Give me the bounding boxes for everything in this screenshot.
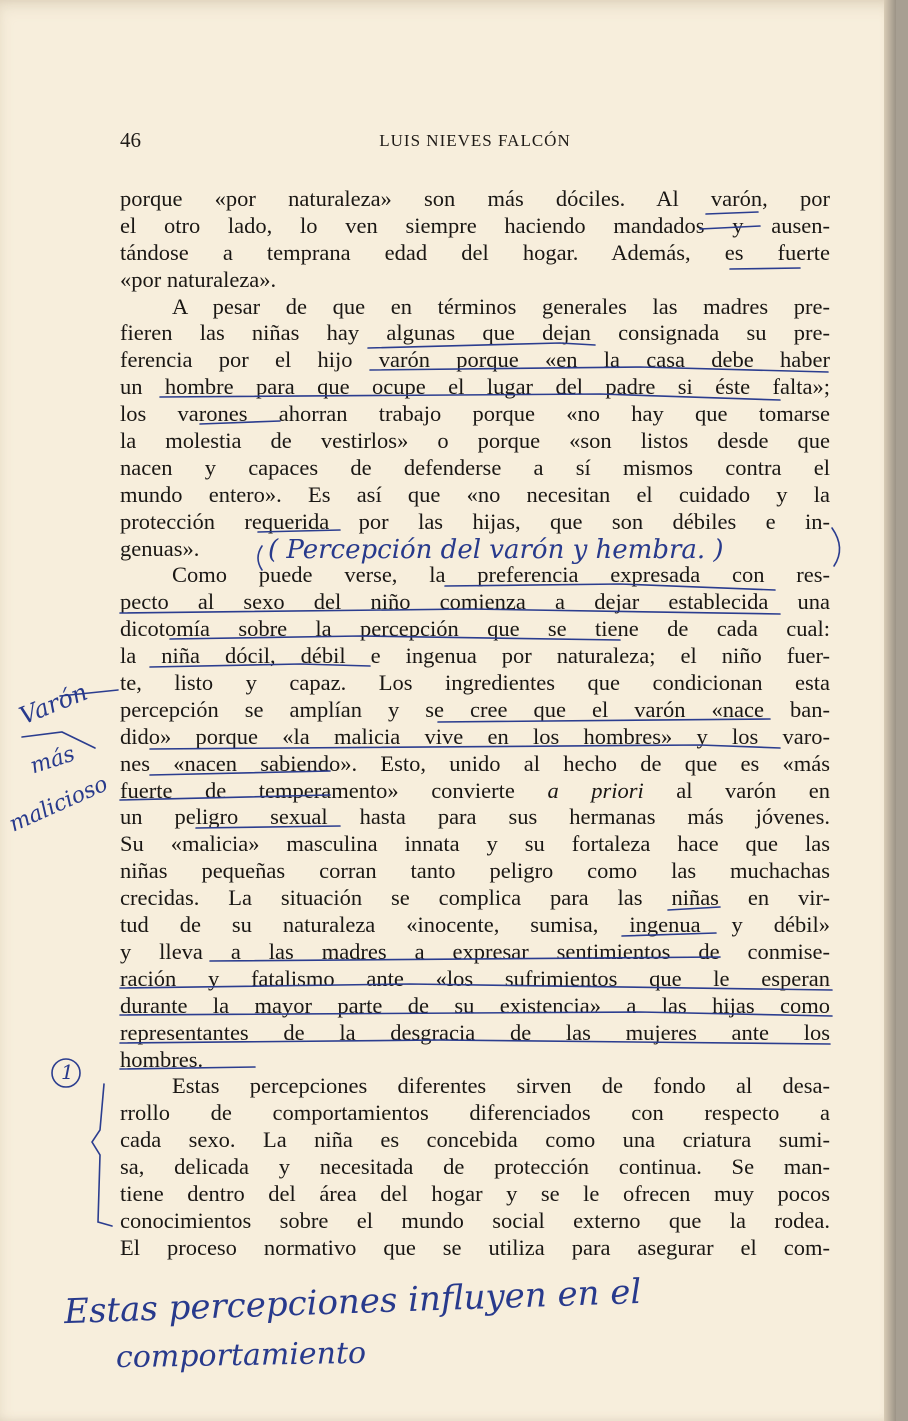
text-line-content: dido» porque «la malicia vive en los hombres» y los varo- — [120, 723, 830, 749]
text-line-content: percepción se amplían y se cree que el varón «nace ban- — [120, 696, 830, 722]
text-line-content: nes «nacen sabiendo». Esto, unido al hecho de que es «más — [120, 750, 830, 776]
text-line-content: te, listo y capaz. Los ingredientes que condicionan esta — [120, 670, 830, 696]
underline-mark — [120, 1012, 832, 1016]
underline-mark — [438, 719, 770, 722]
text-line-content: Como puede verse, la preferencia expresada con res- — [172, 562, 830, 588]
margin-stroke — [22, 732, 95, 748]
text-line-content: un peligro sexual hasta para sus hermanas más jóvenes. — [120, 804, 830, 830]
text-line-continuation: al varón en — [643, 777, 830, 803]
text-line-content: A pesar de que en términos generales las madres pre- — [172, 293, 830, 319]
underline-mark — [150, 745, 780, 749]
text-line-content: ración y fatalismo ante «los sufrimientos que le esperan — [120, 965, 830, 991]
underline-mark — [120, 984, 832, 990]
inline-handwritten-note: ( Percepción del varón y hembra. ) — [268, 535, 724, 565]
text-line-content: tud de su naturaleza «inocente, sumisa, ingenua y débil» — [120, 912, 830, 938]
text-line-content: ferencia por el hijo varón porque «en la casa debe haber — [120, 347, 830, 373]
bottom-note-line-2: comportamiento — [115, 1335, 367, 1376]
text-line-content: tándose a temprana edad del hogar. Además, es fuerte — [120, 239, 830, 265]
underline-mark — [700, 226, 760, 229]
underline-mark — [622, 933, 716, 936]
text-line-content: fuerte de temperamento» convierte — [120, 777, 515, 803]
underline-mark — [730, 268, 800, 269]
margin-stroke — [60, 690, 118, 696]
underline-mark — [370, 367, 828, 372]
running-head: LUIS NIEVES FALCÓN — [379, 131, 571, 150]
underline-mark — [150, 664, 370, 667]
underline-mark — [150, 771, 330, 775]
text-line-content: durante la mayor parte de su existencia» a las hijas como — [120, 992, 830, 1018]
page-number: 46 — [120, 128, 141, 152]
underline-mark — [445, 584, 775, 590]
underline-mark — [160, 394, 780, 400]
underline-mark — [120, 795, 330, 800]
text-line-content: porque «por naturaleza» son más dóciles. Al varón, por — [120, 186, 830, 211]
underline-mark — [120, 609, 780, 614]
underline-mark — [258, 530, 340, 532]
text-line-content: genuas». — [120, 535, 200, 561]
text-line-content: Su «malicia» masculina innata y su fortaleza hace que las — [120, 831, 830, 857]
text-line-content: representantes de la desgracia de las mujeres ante los — [120, 1019, 830, 1045]
text-line-content: «por naturaleza». — [120, 266, 277, 292]
text-line-content: crecidas. La situación se complica para las niñas en vir- — [120, 885, 830, 911]
underline-mark — [120, 1040, 830, 1044]
underline-mark — [668, 907, 720, 910]
text-line-content: Estas percepciones diferentes sirven de fondo al desa- — [172, 1073, 830, 1099]
text-line-content: niñas pequeñas corran tanto peligro como las muchachas — [120, 858, 830, 884]
underline-mark — [196, 826, 340, 828]
text-line-content: rrollo de comportamientos diferenciados con respecto a — [120, 1100, 830, 1126]
underline-mark — [170, 636, 620, 640]
text-line-content: sa, delicada y necesitada de protección continua. Se man- — [120, 1154, 830, 1180]
text-line-content: hombres. — [120, 1046, 204, 1072]
margin-note-malicioso: malicioso — [5, 771, 112, 838]
margin-note-varon: Varón — [15, 677, 92, 731]
text-line-content: El proceso normativo que se utiliza para asegurar el com- — [120, 1234, 830, 1260]
text-line-content: pecto al sexo del niño comienza a dejar establecida una — [120, 589, 830, 615]
bottom-note-line-1: Estas percepciones influyen en el — [63, 1271, 642, 1333]
text-line-content: y lleva a las madres a expresar sentimientos de conmise- — [120, 938, 830, 964]
text-line-content: un hombre para que ocupe el lugar del padre si éste falta»; — [120, 374, 830, 400]
underline-mark — [200, 421, 280, 424]
text-line-content: el otro lado, lo ven siempre haciendo mandados y ausen- — [120, 212, 830, 238]
text-line-content: nacen y capaces de defenderse a sí mismos contra el — [120, 454, 830, 480]
underline-mark — [120, 1067, 255, 1069]
text-line-content: mundo entero». Es así que «no necesitan el cuidado y la — [120, 481, 830, 507]
text-line-content: protección requerida por las hijas, que son débiles e in- — [120, 508, 830, 534]
margin-note-mas: más — [27, 741, 79, 780]
paren-mark — [832, 528, 840, 566]
text-line-content: cada sexo. La niña es concebida como una criatura sumi- — [120, 1127, 830, 1153]
circle-mark — [52, 1059, 80, 1087]
underline-mark — [368, 343, 595, 348]
paren-mark — [258, 546, 262, 570]
text-line-content: conocimientos sobre el mundo social externo que la rodea. — [120, 1207, 830, 1233]
underline-mark — [210, 957, 720, 961]
text-line-content: la niña dócil, débil e ingenua por naturaleza; el niño fuer- — [120, 643, 830, 669]
italic-term: a priori — [547, 777, 644, 803]
text-line-content: tiene dentro del área del hogar y se le ofrecen muy pocos — [120, 1180, 830, 1206]
text-line-content: los varones ahorran trabajo porque «no hay que tomarse — [120, 401, 830, 427]
bracket-mark — [92, 1084, 112, 1226]
underline-mark — [706, 212, 758, 214]
text-line-content: dicotomía sobre la percepción que se tiene de cada cual: — [120, 616, 830, 642]
text-line-content: fieren las niñas hay algunas que dejan consignada su pre- — [120, 320, 830, 346]
circle-number: 1 — [61, 1060, 74, 1084]
text-line-content: la molestia de vestirlos» o porque «son listos desde que — [120, 428, 830, 454]
